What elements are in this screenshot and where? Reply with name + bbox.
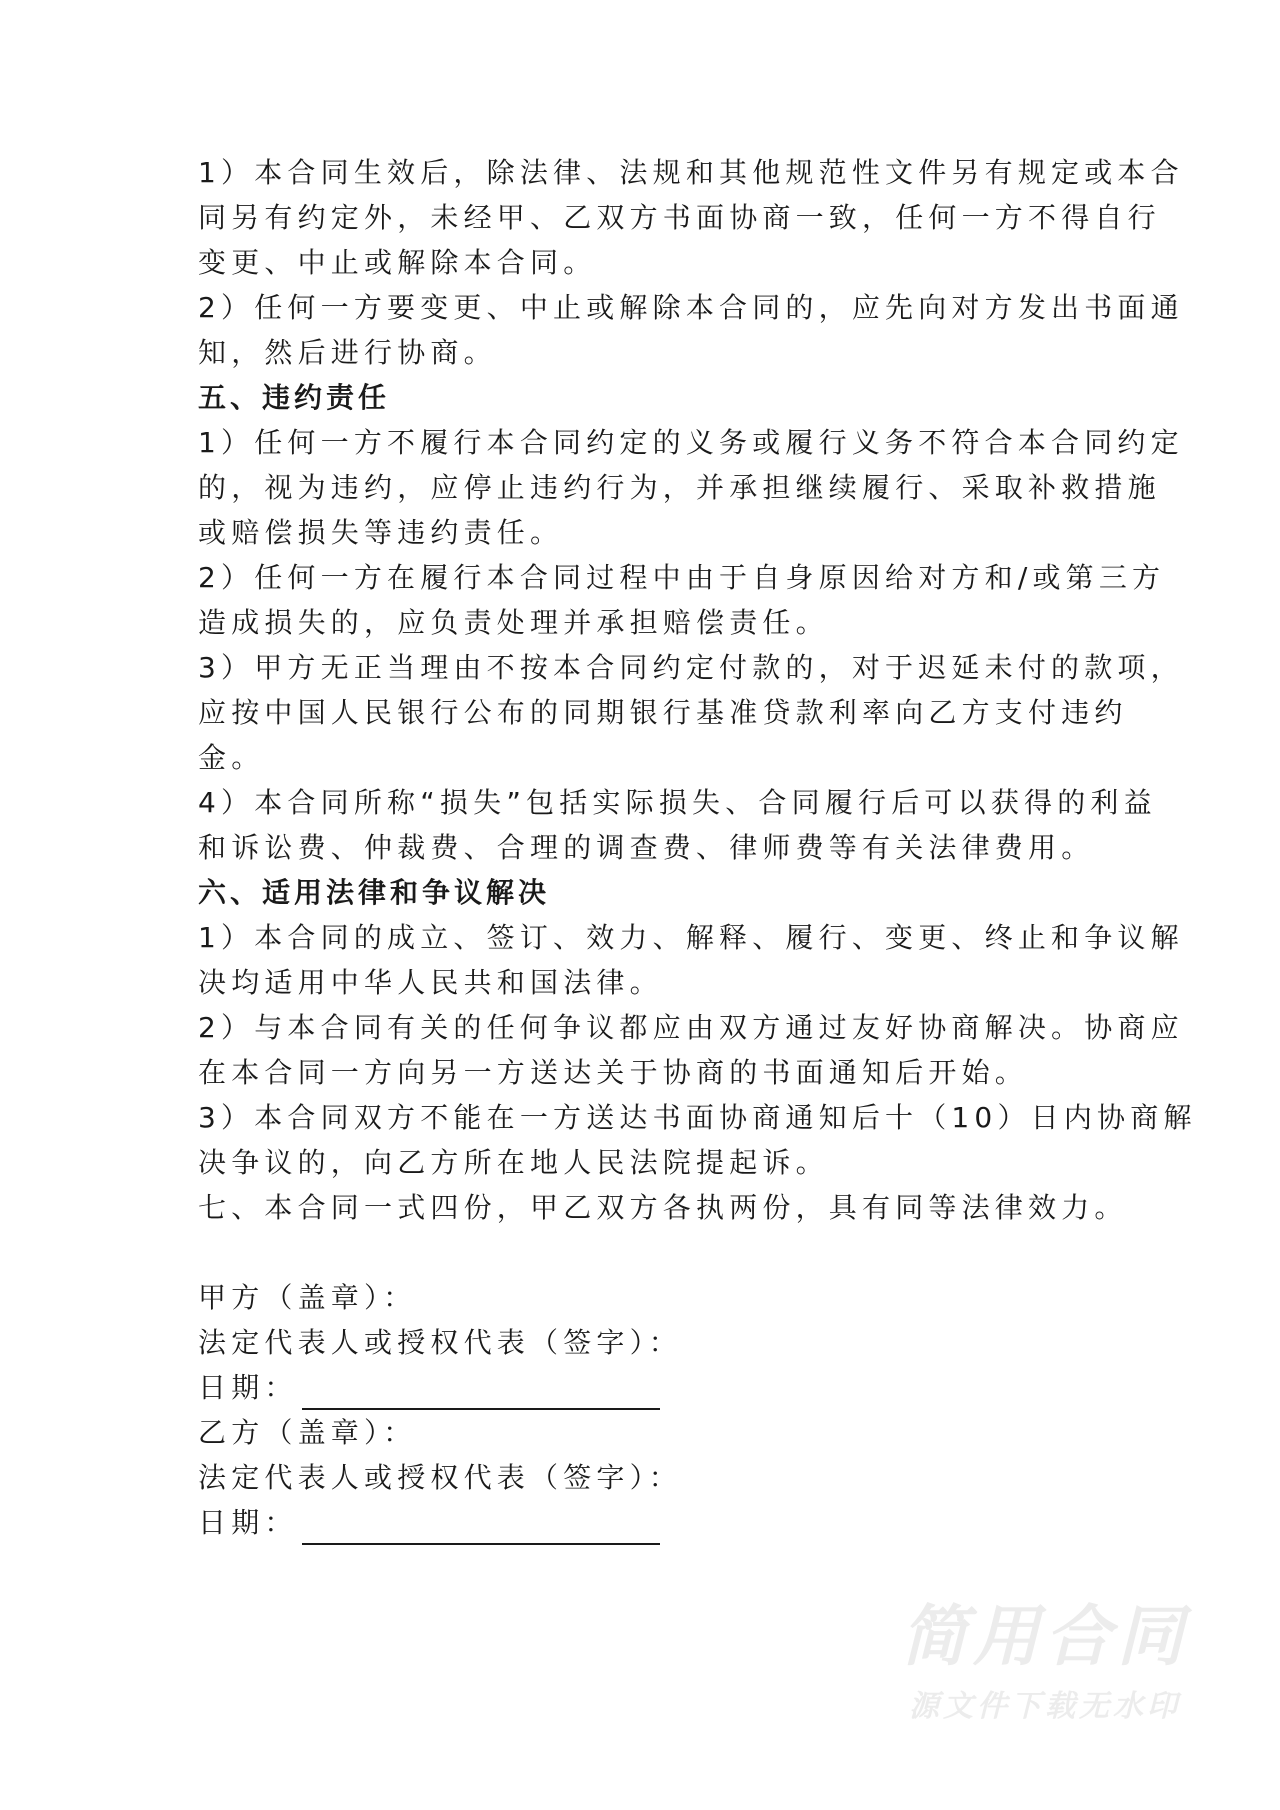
text-line: 决均适用中华人民共和国法律。 — [198, 966, 663, 999]
text-line: 2）与本合同有关的任何争议都应由双方通过友好协商解决。协商应 — [198, 1011, 1184, 1044]
party-b-date-row — [198, 1500, 1098, 1545]
party-a-date-label: 日期： — [198, 1371, 298, 1404]
party-b-seal-label: 乙方（盖章）： — [198, 1416, 417, 1449]
text-line: 变更、中止或解除本合同。 — [198, 246, 597, 279]
text-line: 知，然后进行协商。 — [198, 336, 497, 369]
text-line: 2）任何一方在履行本合同过程中由于自身原因给对方和/或第三方 — [198, 561, 1166, 594]
text-line: 3）甲方无正当理由不按本合同约定付款的，对于迟延未付的款项， — [198, 651, 1184, 684]
party-a-date-row — [198, 1365, 1098, 1410]
text-line: 金。 — [198, 741, 265, 774]
text-line: 同另有约定外，未经甲、乙双方书面协商一致，任何一方不得自行 — [198, 201, 1161, 234]
text-line: 造成损失的，应负责处理并承担赔偿责任。 — [198, 606, 829, 639]
text-line: 和诉讼费、仲裁费、合理的调查费、律师费等有关法律费用。 — [198, 831, 1095, 864]
text-line: 1）本合同生效后，除法律、法规和其他规范性文件另有规定或本合 — [198, 156, 1184, 189]
party-b-date-blank — [302, 1513, 660, 1545]
party-b-date-label: 日期： — [198, 1506, 298, 1539]
text-line: 4）本合同所称“损失”包括实际损失、合同履行后可以获得的利益 — [198, 786, 1157, 819]
text-line: 1）本合同的成立、签订、效力、解释、履行、变更、终止和争议解 — [198, 921, 1184, 954]
text-line: 的，视为违约，应停止违约行为，并承担继续履行、采取补救措施 — [198, 471, 1161, 504]
text-line: 1）任何一方不履行本合同约定的义务或履行义务不符合本合同约定 — [198, 426, 1184, 459]
section-heading-breach: 五、违约责任 — [198, 381, 391, 414]
section-heading-law: 六、适用法律和争议解决 — [198, 876, 551, 909]
party-a-date-blank — [302, 1378, 660, 1410]
contract-page — [198, 150, 1197, 1545]
text-line: 应按中国人民银行公布的同期银行基准贷款利率向乙方支付违约 — [198, 696, 1128, 729]
section-copies: 七、本合同一式四份，甲乙双方各执两份，具有同等法律效力。 — [198, 1191, 1128, 1224]
party-a-rep-label: 法定代表人或授权代表（签字）： — [198, 1326, 683, 1359]
spacer — [198, 1230, 1098, 1275]
text-line: 3）本合同双方不能在一方送达书面协商通知后十（10）日内协商解 — [198, 1101, 1197, 1134]
text-line: 2）任何一方要变更、中止或解除本合同的，应先向对方发出书面通 — [198, 291, 1184, 324]
text-line: 或赔偿损失等违约责任。 — [198, 516, 564, 549]
watermark-title: 简用合同 — [901, 1598, 1189, 1675]
party-a-seal-label: 甲方（盖章）： — [198, 1281, 417, 1314]
party-b-rep-label: 法定代表人或授权代表（签字）： — [198, 1461, 683, 1494]
text-line: 决争议的，向乙方所在地人民法院提起诉。 — [198, 1146, 829, 1179]
text-line: 在本合同一方向另一方送达关于协商的书面通知后开始。 — [198, 1056, 1029, 1089]
watermark — [885, 1595, 1205, 1727]
watermark-subtitle: 源文件下载无水印 — [909, 1689, 1181, 1724]
